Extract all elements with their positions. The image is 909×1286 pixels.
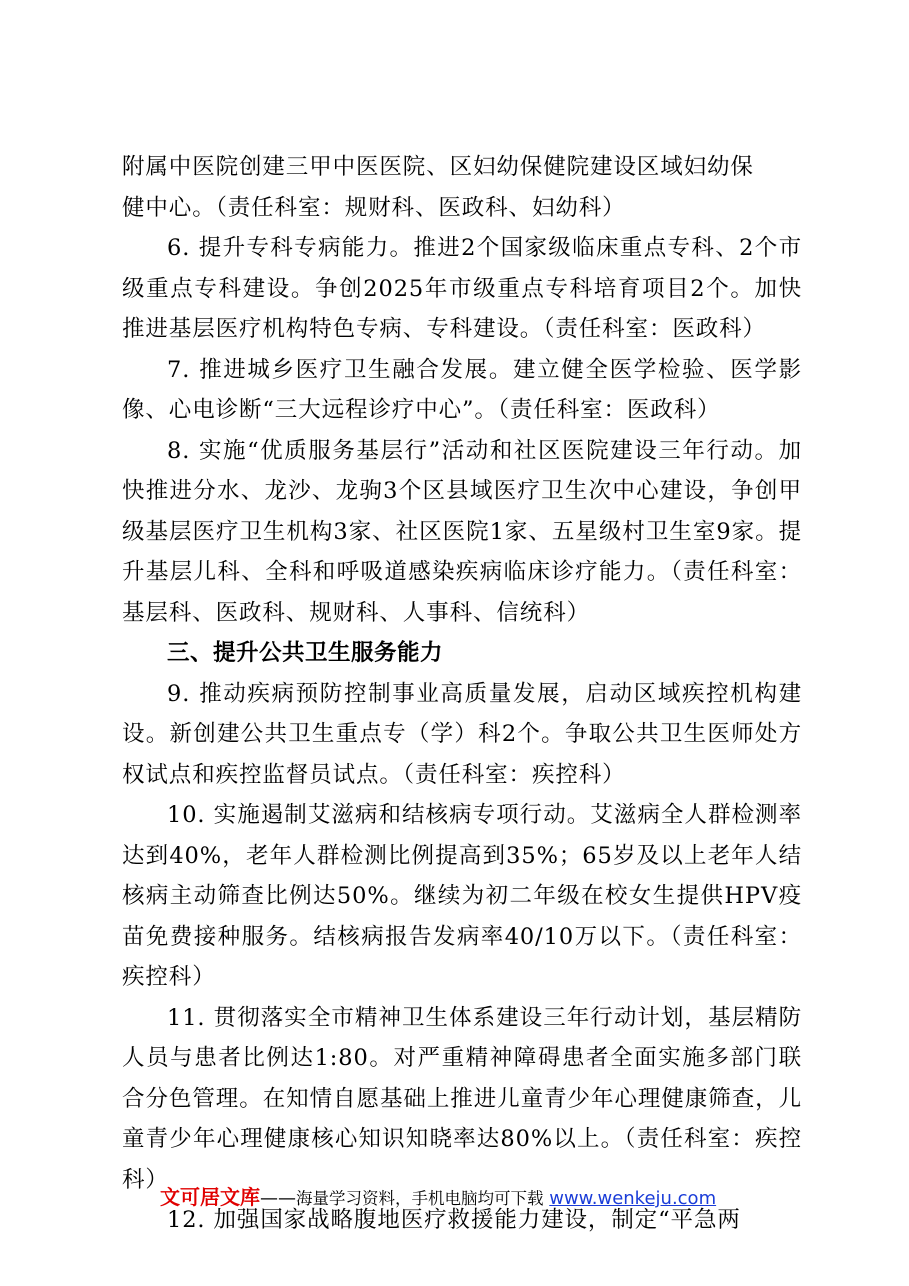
paragraph-continued — [122, 147, 802, 228]
paragraph-item-12: 12. 加强国家战略腹地医疗救援能力建设，制定“平急两 — [167, 1207, 741, 1233]
document-body — [122, 147, 802, 1241]
text-line: 附属中医院创建三甲中医医院、区妇幼保健院建设区域妇幼保 — [122, 154, 754, 180]
footer-brand: 文可居文库 — [160, 1185, 260, 1209]
paragraph-item-6: 6. 提升专科专病能力。推进2个国家级临床重点专科、2个市级重点专科建设。争创2025年市级重点专科培育项目2个。加快推进基层医疗机构特色专病、专科建设。（责任科室：医政科） — [122, 235, 802, 342]
section-heading: 三、提升公共卫生服务能力 — [167, 640, 444, 666]
text-line: 健中心。（责任科室：规财科、医政科、妇幼科） — [122, 194, 626, 221]
footer-url-link[interactable]: www.wenkeju.com — [549, 1188, 717, 1209]
paragraph-item-11: 11. 贯彻落实全市精神卫生体系建设三年行动计划，基层精防人员与患者比例达1:80。对严重精神障碍患者全面实施多部门联合分色管理。在知情自愿基础上推进儿童青少年心理健康筛查，儿童青少年心理健康核心知识知晓率达80%以上。（责任科室：疾控科） — [122, 1004, 802, 1193]
footer-dash: —— — [260, 1188, 296, 1209]
footer-banner — [160, 1183, 780, 1213]
paragraph-item-8: 8. 实施“优质服务基层行”活动和社区医院建设三年行动。加快推进分水、龙沙、龙驹3个区县域医疗卫生次中心建设，争创甲级基层医疗卫生机构3家、社区医院1家、五星级村卫生室9家。提升基层儿科、全科和呼吸道感染疾病临床诊疗能力。（责任科室：基层科、医政科、规财科、人事科、信统科） — [122, 437, 802, 626]
paragraph-item-9: 9. 推动疾病预防控制事业高质量发展，启动区域疾控机构建设。新创建公共卫生重点专（学）科2个。争取公共卫生医师处方权试点和疾控监督员试点。（责任科室：疾控科） — [122, 680, 802, 788]
paragraph-item-7: 7. 推进城乡医疗卫生融合发展。建立健全医学检验、医学影像、心电诊断“三大远程诊疗中心”。（责任科室：医政科） — [122, 356, 802, 423]
footer-tagline: 海量学习资料，手机电脑均可下载 — [296, 1189, 544, 1208]
paragraph-item-10: 10. 实施遏制艾滋病和结核病专项行动。艾滋病全人群检测率达到40%，老年人群检测比例提高到35%；65岁及以上老年人结核病主动筛查比例达50%。继续为初二年级在校女生提供HPV疫苗免费接种服务。结核病报告发病率40/10万以下。（责任科室：疾控科） — [122, 802, 802, 990]
